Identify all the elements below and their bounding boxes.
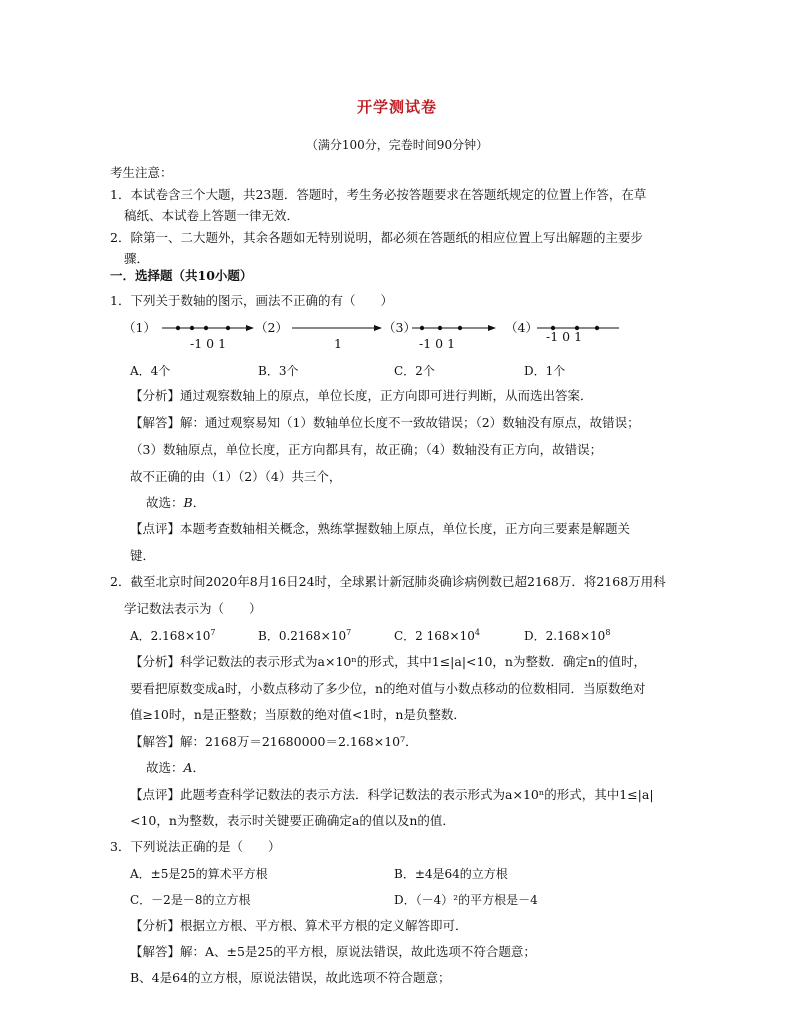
q2-stem-1: 2．截至北京时间2020年8月16日24时，全球累计新冠肺炎确诊病例数已超2168万．将2168万用科 <box>110 574 666 589</box>
section-heading: 一．选择题（共10小题） <box>110 268 253 283</box>
q1-option-a: A．4个 <box>130 364 171 378</box>
q3-solution-2: B、4是64的立方根，原说法错误，故此选项不符合题意； <box>130 970 451 985</box>
q1-diagram-1-label: （1） <box>123 320 156 335</box>
q1-solution-1: 【解答】解：通过观察易知（1）数轴单位长度不一致故错误；（2）数轴没有原点，故错误； <box>130 415 640 430</box>
q3-option-a: A．±5是25的算术平方根 <box>130 867 268 881</box>
q1-diagram-2-label: （2） <box>255 320 288 335</box>
q2-option-b: B．$0.2168\times 10^7$ <box>258 628 352 643</box>
q1-option-c: C．2个 <box>394 364 435 378</box>
notice-line-1b: 稿纸、本试卷上答题一律无效． <box>124 208 300 223</box>
q2-stem-2: 学记数法表示为（ ） <box>124 601 262 616</box>
notice-heading: 考生注意： <box>110 165 173 180</box>
page-title: 开学测试卷 <box>356 98 437 116</box>
notice-line-2a: 2．除第一、二大题外，其余各题如无特别说明，都必须在答题纸的相应位置上写出解题的主要步 <box>110 230 643 245</box>
q3-option-d: D．（－4）²的平方根是－4 <box>394 893 538 907</box>
q2-option-c: C．2 $168\times 10^4$ <box>394 628 480 643</box>
q2-choice: 故选：A． <box>146 760 206 775</box>
q3-stem: 3．下列说法正确的是（ ） <box>110 839 281 854</box>
page-subtitle: （满分100分，完卷时间90分钟） <box>305 138 489 152</box>
notice-line-2b: 骤． <box>124 251 150 266</box>
q1-comment-2: 键． <box>130 548 156 563</box>
q3-analysis: 【分析】根据立方根、平方根、算术平方根的定义解答即可． <box>130 918 468 933</box>
q2-analysis-1: 【分析】科学记数法的表示形式为a×10ⁿ的形式，其中1≤|a|<10，n为整数．确定n的值时， <box>130 654 647 669</box>
q1-solution-3: 故不正确的由（1）（2）（4）共三个， <box>130 469 342 484</box>
notice-line-1a: 1．本试卷含三个大题，共23题．答题时，考生务必按答题要求在答题纸规定的位置上作答，在草 <box>110 187 647 202</box>
q2-option-d: D．$2.168\times 10^8$ <box>524 628 611 643</box>
q2-comment-2: <10，n为整数，表示时关键要正确确定a的值以及n的值． <box>130 813 455 828</box>
q1-analysis: 【分析】通过观察数轴上的原点，单位长度，正方向即可进行判断，从而选出答案． <box>130 388 593 403</box>
q2-analysis-2: 要看把原数变成a时，小数点移动了多少位，n的绝对值与小数点移动的位数相同．当原数绝对 <box>130 681 646 696</box>
q1-choice: 故选：B． <box>146 495 206 510</box>
q1-diagram-3-ticks: -1 0 1 <box>419 336 456 351</box>
q1-stem: 1．下列关于数轴的图示，画法不正确的有（ ） <box>110 293 393 308</box>
q2-option-a: A．$2.168\times 10^7$ <box>130 628 216 643</box>
q3-solution-1: 【解答】解：A、±5是25的平方根，原说法错误，故此选项不符合题意； <box>130 944 536 959</box>
q2-comment-1: 【点评】此题考查科学记数法的表示方法．科学记数法的表示形式为a×10ⁿ的形式，其中1≤|a| <box>130 787 654 802</box>
q3-option-b: B．±4是64的立方根 <box>394 867 508 881</box>
q2-analysis-3: 值≥10时，n是正整数；当原数的绝对值<1时，n是负整数． <box>130 707 466 722</box>
q1-diagram-3-label: （3） <box>383 320 416 335</box>
q1-comment-1: 【点评】本题考查数轴相关概念，熟练掌握数轴上原点，单位长度，正方向三要素是解题关 <box>130 521 631 536</box>
q1-diagram-4-label: （4） <box>505 320 538 335</box>
q1-option-b: B．3个 <box>258 364 299 378</box>
q3-option-c: C．－2是－8的立方根 <box>130 893 251 907</box>
q1-diagram-2-ticks: 1 <box>334 336 342 351</box>
q2-solution: 【解答】解：2168万＝21680000＝2.168×10⁷． <box>130 734 418 749</box>
q1-diagram-1-ticks: -1 0 1 <box>190 336 227 351</box>
q1-option-d: D．1个 <box>524 364 566 378</box>
q1-diagram-4-ticks: -1 0 1 <box>546 329 583 344</box>
q1-solution-2: （3）数轴原点，单位长度，正方向都具有，故正确；（4）数轴没有正方向，故错误； <box>130 442 603 457</box>
